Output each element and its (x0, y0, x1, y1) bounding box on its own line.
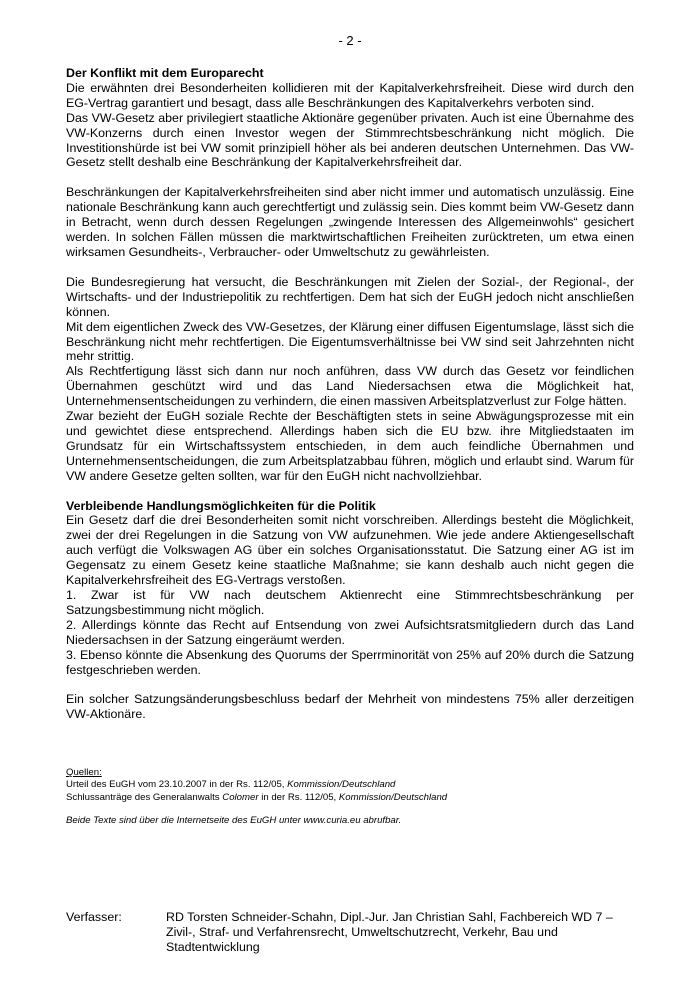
source-line (66, 779, 634, 791)
paragraph: Mit dem eigentlichen Zweck des VW-Gesetzes, der Klärung einer diffusen Eigentumslage, lässt sich die Beschränkung nicht mehr rechtfertigen. Die Eigentumsverhältnisse bei VW sind seit Jahrzehnten nicht mehr strittig. (66, 319, 634, 364)
source-text: in der Rs. 112/05, (258, 791, 339, 803)
advocate-name: Colomer (222, 791, 259, 803)
author-block (66, 910, 634, 955)
paragraph: Die Bundesregierung hat versucht, die Beschränkungen mit Zielen der Sozial-, der Regional-, der Wirtschafts- und der Industriepolitik zu rechtfertigen. Dem hat sich der EuGH jedoch nicht anschließen können. (66, 274, 634, 319)
paragraph: Als Rechtfertigung lässt sich dann nur noch anführen, dass VW durch das Gesetz vor feindlichen Übernahmen geschützt wird und das Land Niedersachsen etwa die Möglichkeit hat, Unternehmensentscheidungen zu verhindern, die einen massiven Arbeitsplatzverlust zur Folge hätten. (66, 364, 634, 409)
paragraph: Das VW-Gesetz aber privilegiert staatliche Aktionäre gegenüber privaten. Auch ist eine Übernahme des VW-Konzerns durch einen Investor wegen der Stimmrechtsbeschränkung nicht möglich. Die Investitionshürde ist bei VW somit prinzipiell höher als bei anderen deutschen Unternehmen. Das VW-Gesetz stellt deshalb eine Beschränkung der Kapitalverkehrsfreiheit dar. (66, 110, 634, 170)
page-number: - 2 - (338, 33, 362, 48)
sources-block (66, 767, 634, 828)
sources-heading: Quellen: (66, 767, 102, 778)
paragraph: Die erwähnten drei Besonderheiten kollidieren mit der Kapitalverkehrsfreiheit. Diese wird durch den EG-Vertrag garantiert und besagt, dass alle Beschränkungen des Kapitalverkehrs verboten sind. (66, 80, 634, 110)
list-item: 3. Ebenso könnte die Absenkung des Quorums der Sperrminorität von 25% auf 20% durch die Satzung festgeschrieben werden. (66, 647, 634, 677)
paragraph: Ein Gesetz darf die drei Besonderheiten somit nicht vorschreiben. Allerdings besteht die Möglichkeit, zwei der drei Regelungen in die Satzung von VW aufzunehmen. Wie jede andere Aktiengesellschaft auch verfügt die Volkswagen AG über ein solches Organisationsstatut. Die Satzung einer AG ist im Gegensatz zu einem Gesetz keine staatliche Maßnahme; sie kann deshalb auch nicht gegen die Kapitalverkehrsfreiheit des EG-Vertrags verstoßen. (66, 513, 634, 588)
document-body (66, 66, 634, 722)
author-text: RD Torsten Schneider-Schahn, Dipl.-Jur. Jan Christian Sahl, Fachbereich WD 7 – Zivil-, Straf- und Verfahrensrecht, Umweltschutzrecht, Verkehr, Bau und Stadtentwicklung (166, 910, 613, 954)
case-name: Kommission/Deutschland (338, 791, 448, 803)
author-label: Verfasser: (66, 910, 122, 924)
paragraph: Zwar bezieht der EuGH soziale Rechte der Beschäftigten stets in seine Abwägungsprozesse mit ein und gewichtet diese entsprechend. Allerdings haben sich die EU bzw. ihre Mitgliedstaaten im Grundsatz für ein Wirtschaftssystem entschieden, in dem auch feindliche Übernahmen und Unternehmensentscheidungen, die zum Arbeitsplatzabbau führen, möglich und erlaubt sind. Warum für VW andere Gesetze gelten sollten, war für den EuGH nicht nachvollziehbar. (66, 409, 634, 483)
list-item: 2. Allerdings könnte das Recht auf Entsendung von zwei Aufsichtsratsmitgliedern durch das Land Niedersachsen in der Satzung eingeräumt werden. (66, 617, 634, 647)
source-text: Schlussanträge des Generalanwalts (66, 791, 223, 803)
paragraph: Ein solcher Satzungsänderungsbeschluss bedarf der Mehrheit von mindestens 75% aller derzeitigen VW-Aktionäre. (66, 692, 634, 722)
case-name: Kommission/Deutschland (287, 779, 396, 791)
sources-note: Beide Texte sind über die Internetseite des EuGH unter www.curia.eu abrufbar. (66, 815, 402, 827)
source-line (66, 792, 634, 804)
list-item: 1. Zwar ist für VW nach deutschem Aktienrecht eine Stimmrechtsbeschränkung per Satzungsbestimmung nicht möglich. (66, 588, 634, 617)
section-heading-handlungsmoeglichkeiten: Verbleibende Handlungsmöglichkeiten für die Politik (66, 498, 376, 513)
source-text: Urteil des EuGH vom 23.10.2007 in der Rs. 112/05, (66, 779, 288, 791)
paragraph: Beschränkungen der Kapitalverkehrsfreiheiten sind aber nicht immer und automatisch unzulässig. Eine nationale Beschränkung kann auch gerechtfertigt und zulässig sein. Dies kommt beim VW-Gesetz dann in Betracht, wenn durch dessen Regelungen „zwingende Interessen des Allgemeinwohls“ gesichert werden. In solchen Fällen müssen die marktwirtschaftlichen Freiheiten zurücktreten, um etwa einen wirksamen Gesundheits-, Verbraucher- oder Umweltschutz zu gewährleisten. (66, 185, 634, 259)
section-heading-konflikt: Der Konflikt mit dem Europarecht (66, 66, 264, 80)
